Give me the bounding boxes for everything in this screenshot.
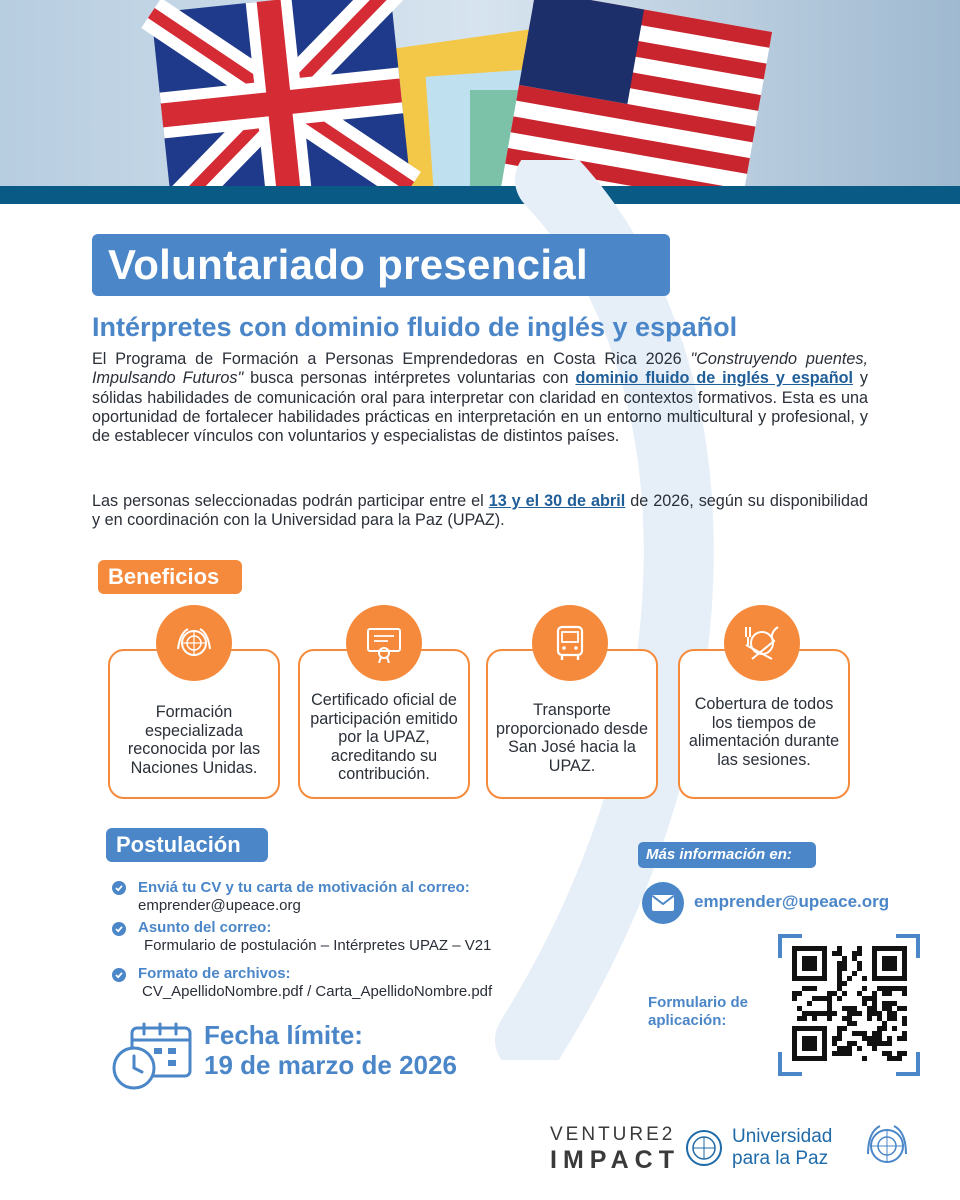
benefits-heading: Beneficios xyxy=(98,560,242,594)
application-item-label: Asunto del correo: xyxy=(138,919,272,936)
page-subtitle: Intérpretes con dominio fluido de inglés y español xyxy=(92,312,738,342)
benefit-text: Certificado oficial de participación emitido por la UPAZ, acreditando su contribución. xyxy=(310,691,458,783)
upaz-logo-line2: para la Paz xyxy=(732,1148,829,1169)
deadline-date: 19 de marzo de 2026 xyxy=(204,1050,457,1080)
program-name: "Construyendo puentes, Impulsando Futuros" xyxy=(92,350,868,388)
bus-icon xyxy=(532,605,608,681)
venture2impact-logo-line2: IMPACT xyxy=(550,1146,680,1174)
application-item-label: Enviá tu CV y tu carta de motivación al correo: xyxy=(138,879,470,896)
check-icon xyxy=(112,881,126,895)
file-format: CV_ApellidoNombre.pdf / Carta_ApellidoNombre.pdf xyxy=(142,983,493,1000)
benefit-text: Transporte proporcionado desde San José hacia la UPAZ. xyxy=(495,701,649,775)
benefit-text: Formación especializada reconocida por las Naciones Unidas. xyxy=(127,703,261,777)
more-info-heading: Más información en: xyxy=(638,842,816,868)
dates-paragraph xyxy=(92,492,868,531)
venture2impact-logo-line1: VENTURE2 xyxy=(550,1124,676,1145)
upaz-logo-line1: Universidad xyxy=(732,1126,833,1147)
benefits-list xyxy=(108,605,852,801)
un-emblem-icon xyxy=(156,605,232,681)
calendar-clock-icon xyxy=(112,1022,192,1092)
intro-text: El Programa de Formación a Personas Emprendedoras en Costa Rica 2026 xyxy=(92,350,691,368)
contact-email-link[interactable]: emprender@upeace.org xyxy=(694,892,890,911)
mail-icon xyxy=(642,882,684,924)
dates-text: de 2026, según su disponibilidad y en coordinación con la Universidad para la Paz (UPAZ). xyxy=(92,492,868,530)
deadline-label: Fecha límite: xyxy=(204,1020,363,1050)
check-icon xyxy=(112,968,126,982)
participation-dates: 13 y el 30 de abril xyxy=(488,492,626,510)
intro-text: busca personas intérpretes voluntarias con xyxy=(243,369,576,388)
header-divider-bar xyxy=(0,186,960,204)
language-requirement: dominio fluido de inglés y español xyxy=(575,369,853,388)
email-subject: Formulario de postulación – Intérpretes UPAZ – V21 xyxy=(144,937,492,954)
application-email: emprender@upeace.org xyxy=(138,897,301,914)
application-item-label: Formato de archivos: xyxy=(138,965,291,982)
hero-image xyxy=(0,0,960,188)
application-heading: Postulación xyxy=(106,828,268,862)
certificate-icon xyxy=(346,605,422,681)
un-seal-icon xyxy=(864,1122,910,1172)
intro-text: y sólidas habilidades de comunicación oral para interpretar con claridad en contextos formativos. Esta es una oportunidad de fortalecer habilidades prácticas en interpretación en un entorno multicultural y profesional, y de establecer vínculos con voluntarios y especialistas de distintos países. xyxy=(92,369,868,446)
meal-icon xyxy=(724,605,800,681)
benefit-text: Cobertura de todos los tiempos de alimentación durante las sesiones. xyxy=(688,695,840,769)
flags-photo xyxy=(0,0,960,188)
intro-paragraph xyxy=(92,350,868,446)
application-qr-code[interactable] xyxy=(778,934,920,1076)
qr-code-graphic xyxy=(778,934,920,1076)
dates-text: Las personas seleccionadas podrán participar entre el xyxy=(92,492,489,510)
upaz-seal-icon xyxy=(684,1124,724,1168)
check-icon xyxy=(112,922,126,936)
deadline xyxy=(204,1020,457,1080)
upaz-logo xyxy=(732,1126,832,1170)
form-label: Formulario de aplicación: xyxy=(648,994,749,1029)
page-title: Voluntariado presencial xyxy=(92,234,670,296)
